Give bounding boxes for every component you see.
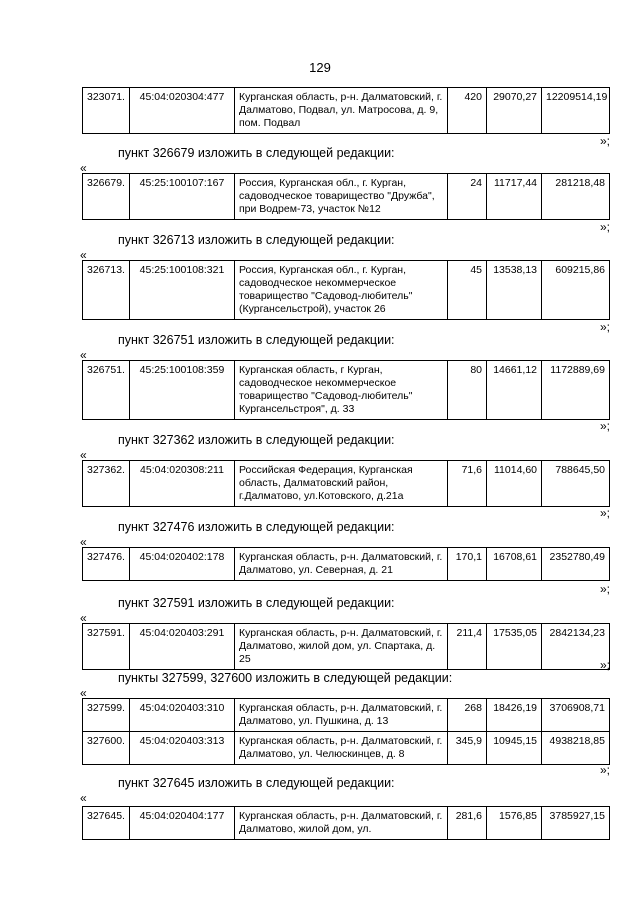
open-quote: « <box>80 611 87 625</box>
total-value: 281218,48 <box>542 174 610 220</box>
table-row <box>83 461 610 507</box>
table-row <box>83 88 610 134</box>
close-quote: »; <box>599 763 610 777</box>
open-quote: « <box>80 248 87 262</box>
total-value: 12209514,19 <box>542 88 610 134</box>
address: Курганская область, р-н. Далматовский, г. Далматово, Подвал, ул. Матросова, д. 9, пом. Подвал <box>235 88 448 134</box>
table-row <box>83 624 610 670</box>
area: 24 <box>448 174 487 220</box>
cadastral-number: 45:04:020403:310 <box>130 699 235 732</box>
table-block <box>78 173 610 220</box>
row-number: 327599. <box>83 699 130 732</box>
close-quote: »; <box>599 220 610 234</box>
property-table <box>82 698 610 765</box>
table-row <box>83 732 610 765</box>
table-block <box>78 698 610 765</box>
unit-value: 1576,85 <box>487 807 542 840</box>
section-heading: пункт 327591 изложить в следующей редакции: <box>118 596 395 610</box>
total-value: 2352780,49 <box>542 548 610 581</box>
property-table <box>82 806 610 840</box>
property-table <box>82 623 610 670</box>
unit-value: 18426,19 <box>487 699 542 732</box>
table-row <box>83 699 610 732</box>
cadastral-number: 45:04:020304:477 <box>130 88 235 134</box>
close-quote: »; <box>599 658 610 672</box>
cadastral-number: 45:04:020402:178 <box>130 548 235 581</box>
unit-value: 10945,15 <box>487 732 542 765</box>
table-block <box>78 360 610 420</box>
area: 420 <box>448 88 487 134</box>
cadastral-number: 45:04:020403:291 <box>130 624 235 670</box>
unit-value: 16708,61 <box>487 548 542 581</box>
unit-value: 13538,13 <box>487 261 542 320</box>
cadastral-number: 45:25:100107:167 <box>130 174 235 220</box>
property-table <box>82 360 610 420</box>
table-block <box>78 260 610 320</box>
area: 211,4 <box>448 624 487 670</box>
table-block <box>78 460 610 507</box>
address: Курганская область, р-н. Далматовский, г. Далматово, ул. Северная, д. 21 <box>235 548 448 581</box>
close-quote: »; <box>599 320 610 334</box>
address: Россия, Курганская обл., г. Курган, садоводческое некоммерческое товарищество "Садовод-любитель" (Кургансельстрой), участок 26 <box>235 261 448 320</box>
address: Курганская область, г Курган, садоводческое некоммерческое товарищество "Садовод-любитель" Кургансельстроя", д. 33 <box>235 361 448 420</box>
row-number: 327476. <box>83 548 130 581</box>
area: 281,6 <box>448 807 487 840</box>
total-value: 3706908,71 <box>542 699 610 732</box>
table-block <box>78 623 610 670</box>
section-heading: пункт 327362 изложить в следующей редакции: <box>118 433 395 447</box>
row-number: 326713. <box>83 261 130 320</box>
total-value: 609215,86 <box>542 261 610 320</box>
unit-value: 29070,27 <box>487 88 542 134</box>
address: Курганская область, р-н. Далматовский, г. Далматово, жилой дом, ул. Спартака, д. 25 <box>235 624 448 670</box>
row-number: 326751. <box>83 361 130 420</box>
table-row <box>83 174 610 220</box>
property-table <box>82 460 610 507</box>
cadastral-number: 45:04:020308:211 <box>130 461 235 507</box>
unit-value: 14661,12 <box>487 361 542 420</box>
section-heading: пункт 326751 изложить в следующей редакции: <box>118 333 395 347</box>
unit-value: 17535,05 <box>487 624 542 670</box>
unit-value: 11014,60 <box>487 461 542 507</box>
section-heading: пункт 326679 изложить в следующей редакции: <box>118 146 395 160</box>
table-row <box>83 807 610 840</box>
section-heading: пункт 327476 изложить в следующей редакции: <box>118 520 395 534</box>
total-value: 1172889,69 <box>542 361 610 420</box>
table-block <box>78 806 610 840</box>
area: 45 <box>448 261 487 320</box>
area: 71,6 <box>448 461 487 507</box>
table-row <box>83 361 610 420</box>
address: Курганская область, р-н. Далматовский, г. Далматово, ул. Челюскинцев, д. 8 <box>235 732 448 765</box>
section-heading: пункт 327645 изложить в следующей редакции: <box>118 776 395 790</box>
page-number: 129 <box>309 60 331 75</box>
cadastral-number: 45:04:020404:177 <box>130 807 235 840</box>
open-quote: « <box>80 448 87 462</box>
open-quote: « <box>80 535 87 549</box>
open-quote: « <box>80 686 87 700</box>
section-heading: пункты 327599, 327600 изложить в следующей редакции: <box>118 671 453 685</box>
property-table <box>82 87 610 134</box>
property-table <box>82 547 610 581</box>
total-value: 2842134,23 <box>542 624 610 670</box>
total-value: 4938218,85 <box>542 732 610 765</box>
close-quote: »; <box>599 419 610 433</box>
address: Курганская область, р-н. Далматовский, г. Далматово, ул. Пушкина, д. 13 <box>235 699 448 732</box>
total-value: 788645,50 <box>542 461 610 507</box>
open-quote: « <box>80 791 87 805</box>
property-table <box>82 173 610 220</box>
open-quote: « <box>80 348 87 362</box>
address: Курганская область, р-н. Далматовский, г. Далматово, жилой дом, ул. <box>235 807 448 840</box>
property-table <box>82 260 610 320</box>
row-number: 327600. <box>83 732 130 765</box>
table-row <box>83 548 610 581</box>
cadastral-number: 45:25:100108:321 <box>130 261 235 320</box>
area: 80 <box>448 361 487 420</box>
table-block <box>78 547 610 581</box>
row-number: 323071. <box>83 88 130 134</box>
area: 170,1 <box>448 548 487 581</box>
row-number: 326679. <box>83 174 130 220</box>
close-quote: »; <box>599 506 610 520</box>
area: 345,9 <box>448 732 487 765</box>
total-value: 3785927,15 <box>542 807 610 840</box>
table-block <box>78 87 610 134</box>
close-quote: »; <box>599 582 610 596</box>
close-quote: »; <box>599 134 610 148</box>
area: 268 <box>448 699 487 732</box>
address: Российская Федерация, Курганская область, Далматовский район, г.Далматово, ул.Котовского, д.21а <box>235 461 448 507</box>
address: Россия, Курганская обл., г. Курган, садоводческое товарищество "Дружба", при Водрем-73, участок №12 <box>235 174 448 220</box>
unit-value: 11717,44 <box>487 174 542 220</box>
table-row <box>83 261 610 320</box>
row-number: 327591. <box>83 624 130 670</box>
section-heading: пункт 326713 изложить в следующей редакции: <box>118 233 395 247</box>
open-quote: « <box>80 161 87 175</box>
cadastral-number: 45:25:100108:359 <box>130 361 235 420</box>
cadastral-number: 45:04:020403:313 <box>130 732 235 765</box>
row-number: 327645. <box>83 807 130 840</box>
row-number: 327362. <box>83 461 130 507</box>
